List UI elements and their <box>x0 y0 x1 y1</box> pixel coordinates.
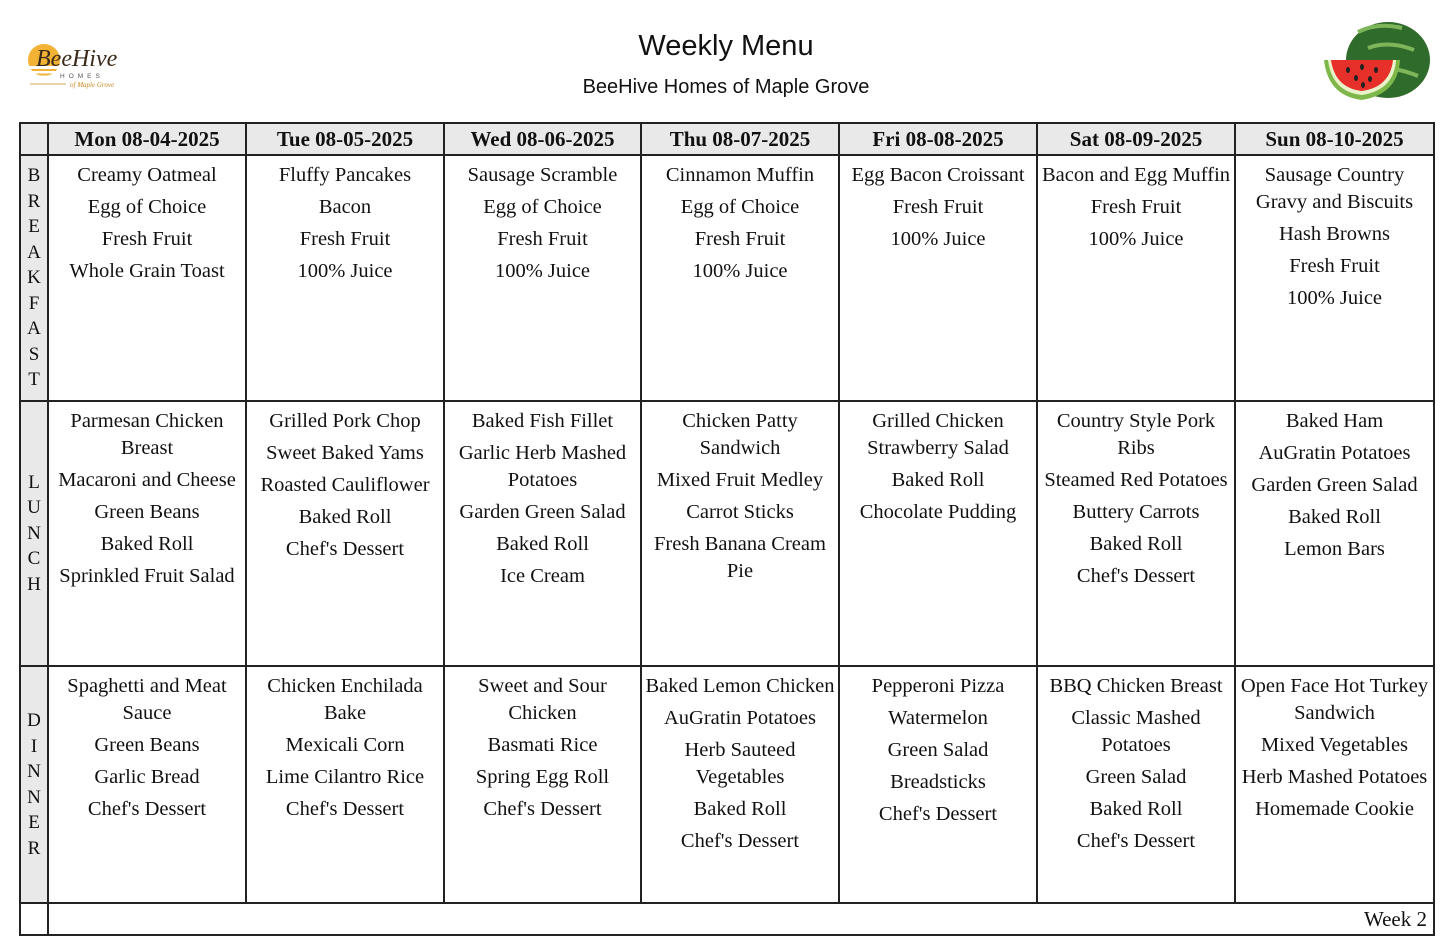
menu-cell <box>641 666 839 903</box>
menu-item: Chef's Dessert <box>483 798 602 820</box>
menu-item: Fresh Fruit <box>299 228 391 250</box>
menu-item: Green Beans <box>94 734 200 756</box>
menu-item: 100% Juice <box>1088 228 1184 250</box>
menu-item: 100% Juice <box>692 260 788 282</box>
menu-cell <box>641 155 839 401</box>
week-label: Week 2 <box>48 903 1434 935</box>
menu-item: Classic Mashed Potatoes <box>1071 707 1201 756</box>
day-header-row <box>20 123 1434 155</box>
menu-item: Baked Roll <box>1288 506 1381 528</box>
menu-cell <box>1235 155 1434 401</box>
menu-item: Bacon and Egg Muffin <box>1041 164 1231 186</box>
menu-item: Carrot Sticks <box>686 501 794 523</box>
menu-cell <box>444 666 641 903</box>
page-subtitle: BeeHive Homes of Maple Grove <box>582 76 870 98</box>
menu-item: Baked Roll <box>1089 533 1183 555</box>
meal-label-letter: R <box>27 190 41 212</box>
menu-item: Roasted Cauliflower <box>260 474 430 496</box>
menu-cell <box>246 401 444 666</box>
menu-item: Macaroni and Cheese <box>58 469 236 491</box>
menu-cell <box>246 155 444 401</box>
menu-item: Chef's Dessert <box>680 830 800 852</box>
menu-item: Fluffy Pancakes <box>278 164 412 186</box>
menu-cell <box>1037 155 1235 401</box>
menu-item: Bacon <box>318 196 372 218</box>
menu-item: Lime Cilantro Rice <box>265 766 425 788</box>
meal-label-letter: R <box>27 837 41 859</box>
meal-label-letter: E <box>28 812 40 833</box>
menu-item: Egg of Choice <box>87 196 207 218</box>
page-title: Weekly Menu <box>638 30 814 62</box>
menu-item: Baked Roll <box>693 798 787 820</box>
menu-item: Baked Ham <box>1285 410 1384 432</box>
menu-item: Herb Mashed Potatoes <box>1241 766 1428 788</box>
meal-label-letter: A <box>27 318 41 340</box>
menu-cell <box>48 401 246 666</box>
day-header: Mon 08-04-2025 <box>48 123 246 155</box>
menu-item: Fresh Fruit <box>497 228 588 250</box>
menu-item: Steamed Red Potatoes <box>1044 469 1228 491</box>
menu-item: Chef's Dessert <box>87 798 207 820</box>
menu-item: Chef's Dessert <box>1076 830 1196 852</box>
menu-item: Grilled Pork Chop <box>269 410 421 432</box>
footer-corner <box>20 903 48 935</box>
menu-item: Garden Green Salad <box>1251 474 1418 496</box>
menu-item: Sprinkled Fruit Salad <box>59 565 235 587</box>
menu-item: Whole Grain Toast <box>69 260 225 282</box>
menu-item: Mexicali Corn <box>285 734 405 756</box>
menu-item: Sweet and Sour Chicken <box>478 675 607 724</box>
meal-label <box>20 401 48 666</box>
menu-cell <box>48 155 246 401</box>
footer-row <box>20 903 1434 935</box>
menu-item: Parmesan Chicken Breast <box>70 410 224 459</box>
watermelon-icon <box>1318 20 1432 106</box>
menu-item: Egg of Choice <box>680 196 800 218</box>
menu-item: Country Style Pork Ribs <box>1056 410 1216 459</box>
menu-item: 100% Juice <box>890 228 986 250</box>
meal-label-letter: U <box>27 497 41 519</box>
meal-label-letter: C <box>27 548 41 570</box>
menu-cell <box>641 401 839 666</box>
menu-item: Green Beans <box>94 501 200 523</box>
meal-row-dinner <box>20 666 1434 903</box>
menu-item: Cinnamon Muffin <box>665 164 815 186</box>
menu-item: Egg Bacon Croissant <box>851 164 1025 186</box>
menu-item: 100% Juice <box>494 260 591 282</box>
menu-item: Baked Roll <box>100 533 194 555</box>
day-header: Tue 08-05-2025 <box>246 123 444 155</box>
menu-item: Fresh Fruit <box>892 196 984 218</box>
menu-item: Sausage Scramble <box>467 164 618 186</box>
meal-label-letter: K <box>27 267 41 289</box>
menu-item: Sweet Baked Yams <box>266 442 424 464</box>
corner-cell <box>20 123 48 155</box>
menu-item: Baked Roll <box>298 506 392 528</box>
meal-label-letter: L <box>28 471 40 493</box>
menu-item: Fresh Fruit <box>694 228 786 250</box>
menu-item: Spaghetti and Meat Sauce <box>67 675 227 724</box>
menu-cell <box>839 666 1037 903</box>
menu-item: Green Salad <box>887 739 989 761</box>
meal-label-letter: N <box>27 786 41 808</box>
menu-item: Fresh Fruit <box>1090 196 1182 218</box>
menu-item: Pepperoni Pizza <box>871 675 1005 697</box>
menu-item: Mixed Vegetables <box>1260 734 1409 756</box>
meal-label-letter: T <box>28 369 40 391</box>
menu-item: Chicken Patty Sandwich <box>682 410 798 459</box>
menu-item: Baked Lemon Chicken <box>645 675 835 697</box>
menu-item: Baked Roll <box>1089 798 1183 820</box>
meal-label-letter: F <box>28 292 40 314</box>
menu-item: Chef's Dessert <box>1076 565 1196 587</box>
menu-item: Baked Fish Fillet <box>471 410 614 432</box>
menu-item: Open Face Hot Turkey Sandwich <box>1240 675 1429 724</box>
menu-item: 100% Juice <box>1286 287 1383 309</box>
menu-item: Garden Green Salad <box>459 501 626 523</box>
menu-cell <box>1037 666 1235 903</box>
menu-cell <box>839 401 1037 666</box>
logo-homes: HOMES <box>60 73 104 80</box>
meal-label <box>20 155 48 401</box>
menu-item: Chef's Dessert <box>285 798 405 820</box>
menu-item: Fresh Fruit <box>1289 255 1380 277</box>
logo-brand: BeeHive <box>36 46 118 72</box>
menu-item: Spring Egg Roll <box>475 766 610 788</box>
menu-item: Basmati Rice <box>487 734 598 756</box>
menu-item: Garlic Bread <box>94 766 200 788</box>
menu-item: Creamy Oatmeal <box>77 164 217 186</box>
menu-cell <box>1037 401 1235 666</box>
menu-item: Chef's Dessert <box>878 803 998 825</box>
menu-cell <box>839 155 1037 401</box>
menu-item: Garlic Herb Mashed Potatoes <box>458 442 627 491</box>
menu-item: Herb Sauteed Vegetables <box>684 739 796 788</box>
menu-cell <box>48 666 246 903</box>
meal-label-letter: N <box>27 522 41 544</box>
logo-location: of Maple Grove <box>70 81 115 89</box>
meal-label-letter: E <box>28 216 40 238</box>
menu-cell <box>246 666 444 903</box>
menu-item: Watermelon <box>888 707 988 729</box>
menu-item: Buttery Carrots <box>1072 501 1200 523</box>
day-header: Fri 08-08-2025 <box>839 123 1037 155</box>
menu-item: Sausage Country Gravy and Biscuits <box>1255 164 1414 213</box>
meal-row-breakfast <box>20 155 1434 401</box>
day-header: Sun 08-10-2025 <box>1235 123 1434 155</box>
menu-item: Fresh Fruit <box>101 228 193 250</box>
day-header: Thu 08-07-2025 <box>641 123 839 155</box>
meal-label-letter: A <box>27 241 41 263</box>
menu-item: Hash Browns <box>1278 223 1391 245</box>
meal-label-letter: B <box>27 165 41 187</box>
menu-item: Chef's Dessert <box>285 538 405 560</box>
menu-cell <box>1235 401 1434 666</box>
menu-item: Chicken Enchilada Bake <box>267 675 423 724</box>
meal-label-letter: I <box>30 735 38 757</box>
meal-label-letter: H <box>27 573 41 595</box>
menu-item: Mixed Fruit Medley <box>656 469 824 491</box>
menu-cell <box>444 155 641 401</box>
menu-item: Grilled Chicken Strawberry Salad <box>867 410 1009 459</box>
menu-item: Green Salad <box>1085 766 1187 788</box>
meal-label-letter: N <box>27 761 41 782</box>
menu-cell <box>1235 666 1434 903</box>
menu-item: Baked Roll <box>496 533 589 555</box>
menu-cell <box>444 401 641 666</box>
menu-item: Homemade Cookie <box>1255 798 1414 820</box>
menu-item: Baked Roll <box>891 469 985 491</box>
menu-item: Breadsticks <box>890 771 986 793</box>
menu-item: Ice Cream <box>500 565 585 587</box>
meal-label-letter: D <box>27 710 41 731</box>
meal-label-letter: S <box>28 343 40 365</box>
menu-item: 100% Juice <box>297 260 393 282</box>
meal-row-lunch <box>20 401 1434 666</box>
menu-item: Chocolate Pudding <box>859 501 1017 523</box>
weekly-menu-table <box>19 122 1435 936</box>
menu-item: BBQ Chicken Breast <box>1049 675 1223 697</box>
menu-item: Egg of Choice <box>483 196 602 218</box>
menu-item: AuGratin Potatoes <box>1258 442 1411 464</box>
day-header: Sat 08-09-2025 <box>1037 123 1235 155</box>
meal-label <box>20 666 48 903</box>
menu-item: Fresh Banana Cream Pie <box>654 533 826 582</box>
day-header: Wed 08-06-2025 <box>444 123 641 155</box>
menu-item: Lemon Bars <box>1284 538 1385 560</box>
menu-item: AuGratin Potatoes <box>663 707 817 729</box>
